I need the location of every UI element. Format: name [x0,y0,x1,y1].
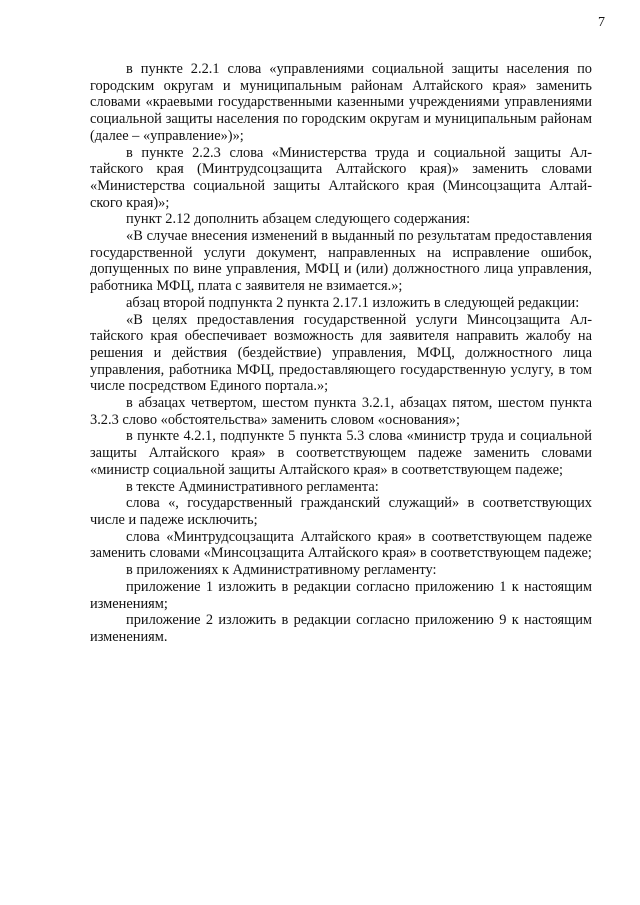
paragraph-8: в пункте 4.2.1, подпункте 5 пункта 5.3 слова «министр труда и социальной защиты Алтайского края» в соответствующем падеже заменить словами «министр социальной защиты Алтайского края» в соответствующем падеже; [90,428,592,478]
paragraph-10: слова «, государственный гражданский служащий» в соответствующих числе и падеже исключить; [90,495,592,528]
paragraph-14: приложение 2 изложить в редакции согласно приложению 9 к настоящим изменениям. [90,612,592,645]
document-body [90,61,592,646]
paragraph-1: в пункте 2.2.1 слова «управлениями социальной защиты населения по городским округам и муниципальным районам Алтайского края» заменить словами «краевыми государственными казенными учреждениями управлениями социальной защиты населения по городским округам и муниципальным районам (далее – «управление»)»; [90,61,592,144]
paragraph-9: в тексте Административного регламента: [126,478,379,495]
paragraph-4: «В случае внесения изменений в выданный по результатам предоставления государственной услуги документ, направленных на исправление ошибок, допущенных по вине управления, МФЦ и (или) должностного лица управления, работника МФЦ, плата с заявителя не взимается.»; [90,228,592,295]
paragraph-6: «В целях предоставления государственной услуги Минсоцзащита Алтайского края обеспечивает возможность для заявителя направить жалобу на решения и действия (бездействие) управления, МФЦ, должностного лица управления, работника МФЦ, предоставляющего государственную услугу, в том числе посредством Единого портала.»; [90,311,592,395]
paragraph-5: абзац второй подпункта 2 пункта 2.17.1 изложить в следующей редакции: [126,294,580,311]
paragraph-12: в приложениях к Административному регламенту: [126,562,437,579]
paragraph-13: приложение 1 изложить в редакции согласно приложению 1 к настоящим изменениям; [90,578,592,612]
paragraph-3: пункт 2.12 дополнить абзацем следующего содержания: [126,211,471,228]
paragraph-2: в пункте 2.2.3 слова «Министерства труда и социальной защиты Алтайского края (Минтрудсоцзащита Алтайского края)» заменить словами «Министерства социальной защиты Алтайского края (Минсоцзащита Алтайского края)»; [90,144,592,211]
page-number: 7 [598,15,605,30]
paragraph-7: в абзацах четвертом, шестом пункта 3.2.1, абзацах пятом, шестом пункта 3.2.3 слово «обстоятельства» заменить словом «основания»; [90,395,592,428]
paragraph-11: слова «Минтрудсоцзащита Алтайского края» в соответствующем падеже заменить словами «Минсоцзащита Алтайского края» в соответствующем падеже; [90,528,592,562]
